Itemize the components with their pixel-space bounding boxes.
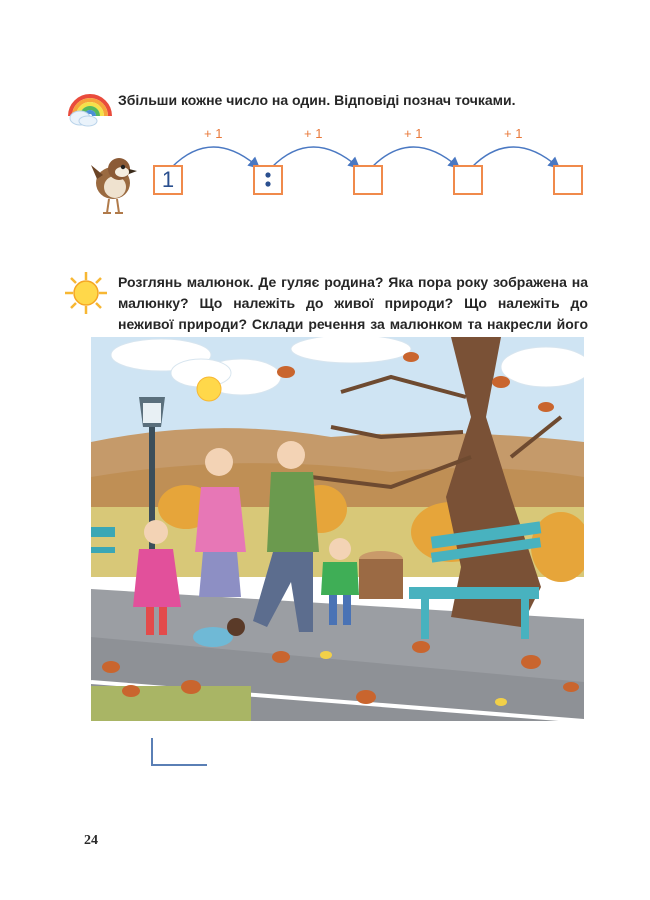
arc-arrow-3 [372, 147, 458, 167]
step-label-4: + 1 [504, 126, 523, 141]
number-box-1: 1 [153, 165, 183, 195]
step-label-3: + 1 [404, 126, 423, 141]
answer-box-2[interactable] [253, 165, 283, 195]
sun-icon [64, 271, 108, 315]
answer-box-5[interactable] [553, 165, 583, 195]
answer-box-3[interactable] [353, 165, 383, 195]
rainbow-icon [66, 80, 114, 128]
task2-instruction: Розглянь малюнок. Де гуляє родина? Яка пора року зображена на малюнку? Що належіть до живої природи? Що належіть до неживої природи? Склади речення за малюнком та накресли його [118, 274, 588, 332]
sparrow-icon [89, 153, 141, 217]
answer-box-4[interactable] [453, 165, 483, 195]
step-label-1: + 1 [204, 126, 223, 141]
arc-arrow-2 [272, 147, 358, 167]
arc-arrow-1 [172, 147, 258, 167]
page-number: 24 [84, 833, 98, 848]
arc-arrow-4 [472, 147, 558, 167]
answer-dots [255, 167, 281, 193]
task1-instruction: Збільши кожне число на один. Відповіді познач точками. [118, 92, 516, 108]
step-label-2: + 1 [304, 126, 323, 141]
sentence-scheme-line[interactable] [151, 738, 207, 766]
autumn-park-illustration [91, 337, 584, 721]
